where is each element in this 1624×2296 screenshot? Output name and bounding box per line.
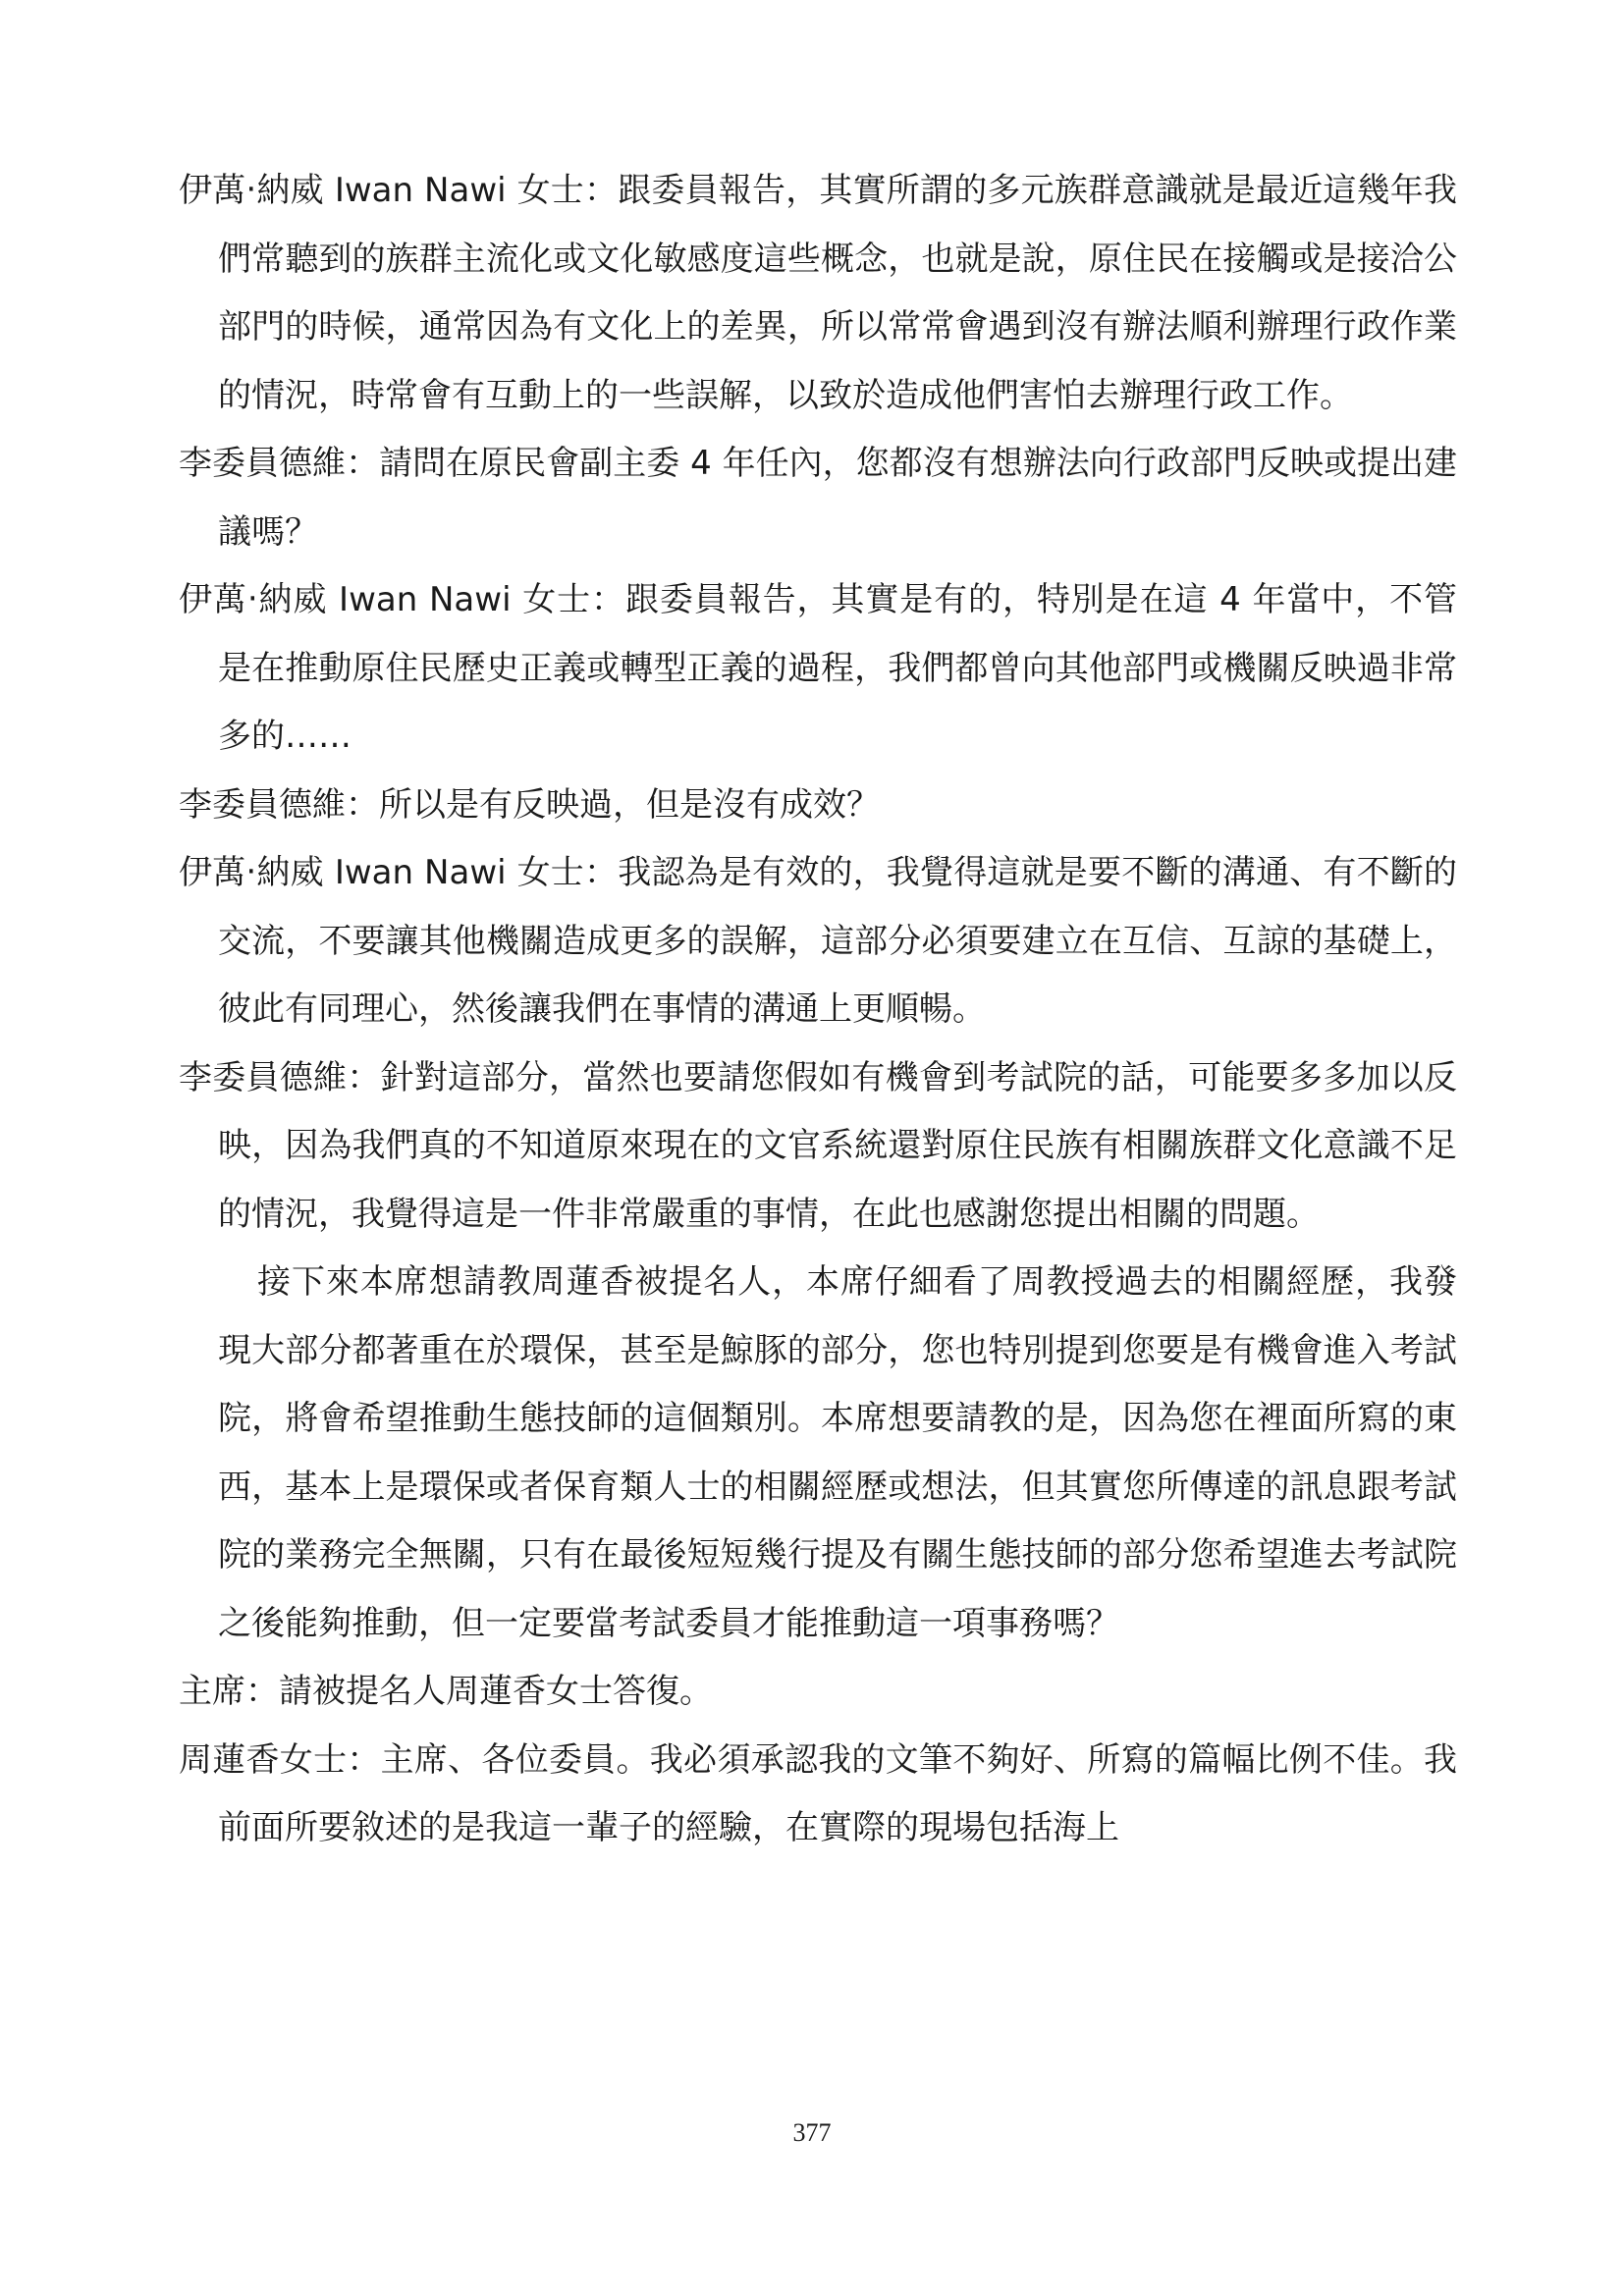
transcript-paragraph	[179, 1658, 1457, 1727]
transcript-paragraph	[179, 839, 1457, 1044]
speech-text: 針對這部分，當然也要請您假如有機會到考試院的話，可能要多多加以反映，因為我們真的不知道原來現在的文官系統還對原住民族有相關族群文化意識不足的情況，我覺得這是一件非常嚴重的事情，在此也感謝您提出相關的問題。	[218, 1057, 1458, 1234]
transcript-paragraph	[179, 1727, 1457, 1863]
transcript-paragraph	[179, 1044, 1457, 1250]
speech-text: 主席、各位委員。我必須承認我的文筆不夠好、所寫的篇幅比例不佳。我前面所要敘述的是我這一輩子的經驗，在實際的現場包括海上	[218, 1739, 1458, 1847]
speech-text: 我認為是有效的，我覺得這就是要不斷的溝通、有不斷的交流，不要讓其他機關造成更多的誤解，這部分必須要建立在互信、互諒的基礎上，彼此有同理心，然後讓我們在事情的溝通上更順暢。	[218, 853, 1457, 1029]
speaker-label: 伊萬‧納威 Iwan Nawi 女士：	[179, 580, 625, 619]
page-number: 377	[792, 2118, 832, 2147]
transcript-paragraph	[179, 772, 1457, 840]
transcript-paragraph-continuation	[179, 1249, 1457, 1658]
speaker-label: 李委員德維：	[179, 444, 380, 483]
speech-text: 所以是有反映過，但是沒有成效？	[379, 784, 880, 825]
transcript-paragraph	[179, 430, 1457, 566]
speech-text: 請問在原民會副主委 4 年任內，您都沒有想辦法向行政部門反映或提出建議嗎？	[218, 444, 1458, 552]
speaker-label: 周蓮香女士：	[179, 1739, 381, 1780]
speech-text: 請被提名人周蓮香女士答復。	[279, 1672, 713, 1711]
speaker-label: 李委員德維：	[179, 784, 379, 825]
transcript-paragraph	[179, 157, 1457, 430]
transcript-body	[179, 157, 1457, 1863]
speech-text: 接下來本席想請教周蓮香被提名人，本席仔細看了周教授過去的相關經歷，我發現大部分都著重在於環保，甚至是鯨豚的部分，您也特別提到您要是有機會進入考試院，將會希望推動生態技師的這個類別。本席想要請教的是，因為您在裡面所寫的東西，基本上是環保或者保育類人士的相關經歷或想法，但其實您所傳達的訊息跟考試院的業務完全無關，只有在最後短短幾行提及有關生態技師的部分您希望進去考試院之後能夠推動，但一定要當考試委員才能推動這一項事務嗎？	[218, 1262, 1457, 1643]
speaker-label: 伊萬‧納威 Iwan Nawi 女士：	[179, 853, 619, 892]
speaker-label: 李委員德維：	[179, 1057, 381, 1097]
transcript-paragraph	[179, 566, 1457, 772]
speaker-label: 伊萬‧納威 Iwan Nawi 女士：	[179, 171, 619, 210]
speech-text: 跟委員報告，其實是有的，特別是在這 4 年當中，不管是在推動原住民歷史正義或轉型正義的過程，我們都曾向其他部門或機關反映過非常多的……	[218, 580, 1457, 756]
speech-text: 跟委員報告，其實所謂的多元族群意識就是最近這幾年我們常聽到的族群主流化或文化敏感度這些概念，也就是說，原住民在接觸或是接洽公部門的時候，通常因為有文化上的差異，所以常常會遇到沒有辦法順利辦理行政作業的情況，時常會有互動上的一些誤解，以致於造成他們害怕去辦理行政工作。	[218, 171, 1457, 415]
speaker-label: 主席：	[179, 1672, 279, 1711]
